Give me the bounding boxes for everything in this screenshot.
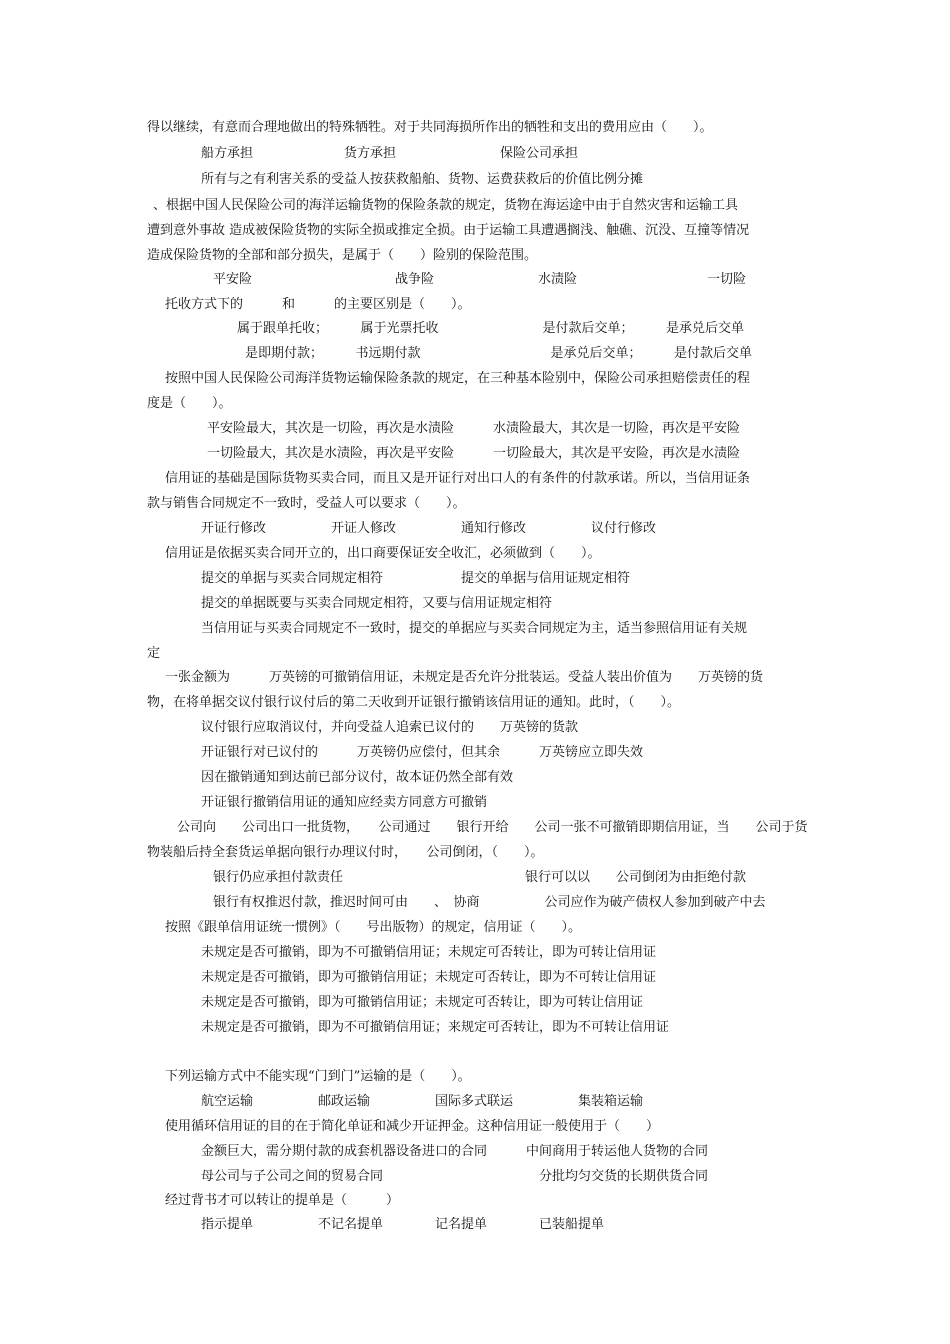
text-line-22: 定 [147,646,161,661]
text-line-1: 得以继续，有意而合理地做出的特殊牺牲。对于共同海损所作出的牺牲和支出的费用应由（ ）。 [147,120,713,135]
text-line-15: 信用证的基础是国际货物买卖合同，而且又是开证行对出口人的有条件的付款承诺。所以，当信用证条 [165,471,751,486]
text-line-21: 当信用证与买卖合同规定不一致时，提交的单据应与买卖合同规定为主，适当参照信用证有关规 [201,621,748,636]
text-line-38: 下列运输方式中不能实现“门到门”运输的是（ ）。 [165,1069,471,1084]
text-line-9: 属于跟单托收； 属于光票托收 是付款后交单； 是承兑后交单 [237,321,745,336]
text-line-11: 按照中国人民保险公司海洋货物运输保险条款的规定，在三种基本险别中，保险公司承担赔偿责任的程 [165,371,751,386]
text-line-10: 是即期付款； 书远期付款 是承兑后交单； 是付款后交单 [245,346,753,361]
text-line-6: 造成保险货物的全部和部分损失，是属于（ ）险别的保险范围。 [147,248,538,263]
text-line-26: 开证银行对已议付的 万英镑仍应偿付，但其余 万英镑应立即失效 [201,745,644,760]
text-line-33: 按照《跟单信用证统一惯例》（ 号出版物）的规定，信用证（ ）。 [165,920,582,935]
text-line-4: 、根据中国人民保险公司的海洋运输货物的保险条款的规定，货物在海运途中由于自然灾害和运输工具 [153,198,739,213]
text-line-24: 物，在将单据交议付银行议付后的第二天收到开证银行撤销该信用证的通知。此时，（ ）。 [147,695,681,710]
text-line-34: 未规定是否可撤销，即为不可撤销信用证；未规定可否转让，即为可转让信用证 [201,945,657,960]
text-line-43: 经过背书才可以转让的提单是（ ） [165,1193,400,1208]
text-line-18: 信用证是依据买卖合同开立的，出口商要保证安全收汇，必须做到（ ）。 [165,546,601,561]
text-line-25: 议付银行应取消议付，并向受益人追索已议付的 万英镑的货款 [201,720,579,735]
text-line-8: 托收方式下的 和 的主要区别是（ ）。 [165,297,471,312]
text-line-30: 物装船后持全套货运单据向银行办理议付时， 公司倒闭，（ ）。 [147,845,544,860]
text-line-23: 一张金额为 万英镑的可撤销信用证，未规定是否允许分批装运。受益人装出价值为 万英镑的货 [165,670,764,685]
text-line-20: 提交的单据既要与买卖合同规定相符，又要与信用证规定相符 [201,596,553,611]
text-line-32: 银行有权推迟付款，推迟时间可由 、 协商 公司应作为破产债权人参加到破产中去 [213,895,766,910]
text-line-19: 提交的单据与买卖合同规定相符 提交的单据与信用证规定相符 [201,571,631,586]
text-line-31: 银行仍应承担付款责任 银行可以以 公司倒闭为由拒绝付款 [213,870,747,885]
text-line-7: 平安险 战争险 水渍险 一切险 [213,272,747,287]
text-line-36: 未规定是否可撤销，即为可撤销信用证；未规定可否转让，即为可转让信用证 [201,995,644,1010]
text-line-29: 公司向 公司出口一批货物， 公司通过 银行开给 公司一张不可撤销即期信用证，当 公司于货 [177,820,808,835]
text-line-40: 使用循环信用证的目的在于简化单证和减少开证押金。这种信用证一般使用于（ ） [165,1119,660,1134]
text-line-16: 款与销售合同规定不一致时，受益人可以要求（ ）。 [147,496,466,511]
text-line-14: 一切险最大，其次是水渍险，再次是平安险 一切险最大，其次是平安险，再次是水渍险 [207,446,741,461]
text-line-5: 遭到意外事故 造成被保险货物的实际全损或推定全损。由于运输工具遭遇搁浅、触礁、沉没、互撞等情况 [147,223,750,238]
text-line-2: 船方承担 货方承担 保险公司承担 [201,146,579,161]
text-line-41: 金额巨大，需分期付款的成套机器设备进口的合同 中间商用于转运他人货物的合同 [201,1144,709,1159]
text-line-27: 因在撤销通知到达前已部分议付，故本证仍然全部有效 [201,770,514,785]
text-line-44: 指示提单 不记名提单 记名提单 已装船提单 [201,1217,605,1232]
text-line-28: 开证银行撤销信用证的通知应经卖方同意方可撤销 [201,795,488,810]
text-line-13: 平安险最大，其次是一切险，再次是水渍险 水渍险最大，其次是一切险，再次是平安险 [207,421,741,436]
text-line-12: 度是（ ）。 [147,396,232,411]
text-line-35: 未规定是否可撤销，即为可撤销信用证；未规定可否转让，即为不可转让信用证 [201,970,657,985]
text-line-3: 所有与之有利害关系的受益人按获救船舶、货物、运费获救后的价值比例分摊 [201,172,644,187]
text-line-17: 开证行修改 开证人修改 通知行修改 议付行修改 [201,521,657,536]
text-line-39: 航空运输 邮政运输 国际多式联运 集装箱运输 [201,1094,644,1109]
text-line-37: 未规定是否可撤销，即为不可撤销信用证；来规定可否转让，即为不可转让信用证 [201,1020,670,1035]
text-line-42: 母公司与子公司之间的贸易合同 分批均匀交货的长期供货合同 [201,1169,709,1184]
